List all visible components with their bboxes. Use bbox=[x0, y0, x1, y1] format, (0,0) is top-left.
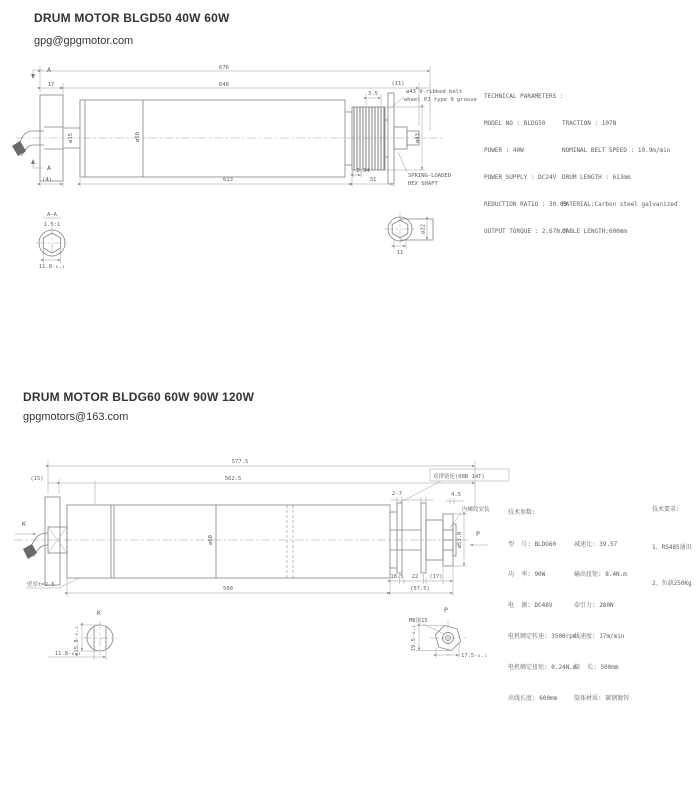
dim-shell-648: 648 bbox=[219, 82, 229, 88]
params2-row: 功 率: 90W bbox=[508, 571, 546, 579]
dim-pitch-2-34: 2.34 bbox=[356, 168, 370, 174]
callout-internal-thread: 内螺纹安装 bbox=[462, 507, 490, 513]
view-aa-label: A—A bbox=[47, 212, 57, 218]
dim-17-paren: (17) bbox=[429, 574, 443, 580]
dim-cap-4: (4) bbox=[42, 177, 52, 183]
callout-belt-line1: ø43 V-ribbed belt bbox=[406, 89, 463, 95]
callout-sprocket: 双排链轮(08B 14T) bbox=[433, 474, 485, 480]
dim-shell-562-5: 562.5 bbox=[224, 476, 242, 482]
motor1-title: DRUM MOTOR BLGD50 40W 60W bbox=[34, 11, 230, 25]
params1-row: MODEL NO : BLDG50 bbox=[484, 120, 546, 127]
params2-row: 线速度: 17m/min bbox=[574, 633, 625, 641]
params1-row: CABLE LENGTH:600mm bbox=[562, 228, 628, 235]
params2-row: 减速比: 39.57 bbox=[574, 540, 618, 548]
dim-right-11: (11) bbox=[391, 81, 405, 87]
params1-row: OUTPUT TORQUE : 2.67N.M bbox=[484, 228, 568, 235]
view-end-dia-22: ø22 bbox=[420, 224, 427, 234]
dim-18-5: 18.5 bbox=[390, 574, 404, 580]
params1-row: MATERIAL:Carbon steel galvanized bbox=[562, 201, 678, 208]
params2-row: 筒体材质: 碳钢镀锌 bbox=[574, 695, 630, 703]
dim-dia-43: ø43 bbox=[415, 133, 421, 143]
params1-row: POWER SUPPLY : DC24V bbox=[484, 174, 557, 181]
view-aa-scale: 1.5:1 bbox=[43, 222, 61, 228]
callout-belt-line2: wheel PJ type 9 groove bbox=[404, 97, 477, 103]
view-p-height-dim: 19.5₋₀.₁ bbox=[411, 624, 417, 652]
callout-hex-line2: HEX SHAFT bbox=[408, 181, 438, 187]
view-a-a bbox=[36, 212, 68, 270]
params1-row: TRACTION : 107N bbox=[562, 120, 617, 127]
view-arrow-p: P bbox=[476, 530, 480, 538]
view-shaft-end bbox=[384, 213, 433, 256]
drawing2-body bbox=[14, 497, 470, 585]
params1-heading: TECHNICAL PARAMETERS : bbox=[484, 93, 564, 100]
params1-row: NOMINAL BELT SPEED : 19.9m/min bbox=[562, 147, 671, 154]
view-p bbox=[409, 606, 488, 659]
requirement-item: 1、RS485通讯 bbox=[652, 544, 692, 551]
drawing1-dimensions bbox=[31, 65, 477, 187]
dim-22: 22 bbox=[411, 574, 419, 580]
motor2-title: DRUM MOTOR BLDG60 60W 90W 120W bbox=[23, 390, 255, 404]
cable bbox=[23, 533, 48, 559]
params2-row: 电 源: DC48V bbox=[508, 602, 553, 610]
dim-shaft-31: 31 bbox=[369, 177, 377, 183]
motor1-email: gpg@gpgmotor.com bbox=[34, 35, 134, 47]
view-p-thread-callout: M8深15 bbox=[409, 618, 428, 624]
dim-dia-53: ø53.0 bbox=[457, 531, 463, 549]
dim-left-17: 17 bbox=[47, 82, 55, 88]
params1-row: POWER : 40W bbox=[484, 147, 524, 154]
dim-57-5: (57.5) bbox=[410, 586, 430, 592]
view-k-dia-dim: ø15.8₋₀.₁ bbox=[74, 626, 80, 656]
params2-row: 型 号: BLDG60 bbox=[508, 540, 557, 548]
motor2-email: gpgmotors@163.com bbox=[23, 411, 129, 423]
requirement-item: 2、负载250Kg bbox=[652, 580, 692, 587]
requirements-heading: 技术要求: bbox=[652, 506, 680, 513]
section-mark-a-top: A bbox=[47, 66, 51, 74]
params2-row: 输出扭矩: 8.4N.m bbox=[574, 571, 627, 579]
v-ribbed-belt-wheel bbox=[352, 107, 385, 170]
threaded-mount bbox=[443, 514, 456, 566]
dim-overall-676: 676 bbox=[219, 65, 229, 71]
dim-dia-60: ø60 bbox=[208, 535, 214, 545]
dim-dia-15: ø15 bbox=[68, 133, 74, 143]
section-mark-a-bottom: A bbox=[47, 164, 51, 172]
dim-sprocket-2-7: 2-7 bbox=[392, 491, 402, 497]
callout-hex-line1: SPRING-LOADED bbox=[408, 173, 452, 179]
drawing1-body bbox=[12, 93, 444, 184]
view-k-flats-dim: 11.8₋₀.₁ bbox=[54, 651, 82, 657]
view-end-width-11: 11 bbox=[396, 250, 404, 256]
cable bbox=[12, 131, 44, 156]
params2-row: 筒 长: 500mm bbox=[574, 664, 619, 672]
dim-drum-500: 500 bbox=[223, 586, 233, 592]
view-p-width-dim: 17.5₋₀.₁ bbox=[461, 653, 488, 659]
dim-drum-613: 613 bbox=[223, 177, 233, 183]
view-k-label: K bbox=[97, 609, 101, 617]
dim-overall-577-5: 577.5 bbox=[231, 459, 249, 465]
view-aa-flats-dim: 11.8₋₀.₁ bbox=[38, 264, 66, 270]
params1-row: REDUCTION RATIO : 30.03 bbox=[484, 201, 568, 208]
dim-dia-50: ø50 bbox=[135, 132, 141, 142]
params2-row: 牵引力: 280N bbox=[574, 602, 614, 610]
drawing2-dimensions bbox=[15, 459, 509, 596]
view-p-label: P bbox=[444, 606, 448, 614]
params2-heading: 技术参数: bbox=[508, 509, 536, 516]
callout-wall-thickness: 壁厚t=2.5 bbox=[27, 582, 55, 588]
view-arrow-k: K bbox=[22, 520, 26, 528]
dim-left-15: (15) bbox=[30, 476, 44, 482]
params2-row: 电机额定扭矩: 0.24N.m bbox=[508, 664, 577, 672]
params2-row: 电机额定转速: 3500rpm bbox=[508, 633, 577, 641]
view-k bbox=[48, 609, 117, 660]
params2-row: 出线长度: 600mm bbox=[508, 695, 558, 703]
dim-groove-3-5: 3.5 bbox=[368, 91, 378, 97]
sprockets bbox=[397, 503, 426, 573]
params1-row: DRUM LENGTH : 613mm bbox=[562, 174, 631, 181]
dim-end-4-5: 4.5 bbox=[451, 492, 461, 498]
